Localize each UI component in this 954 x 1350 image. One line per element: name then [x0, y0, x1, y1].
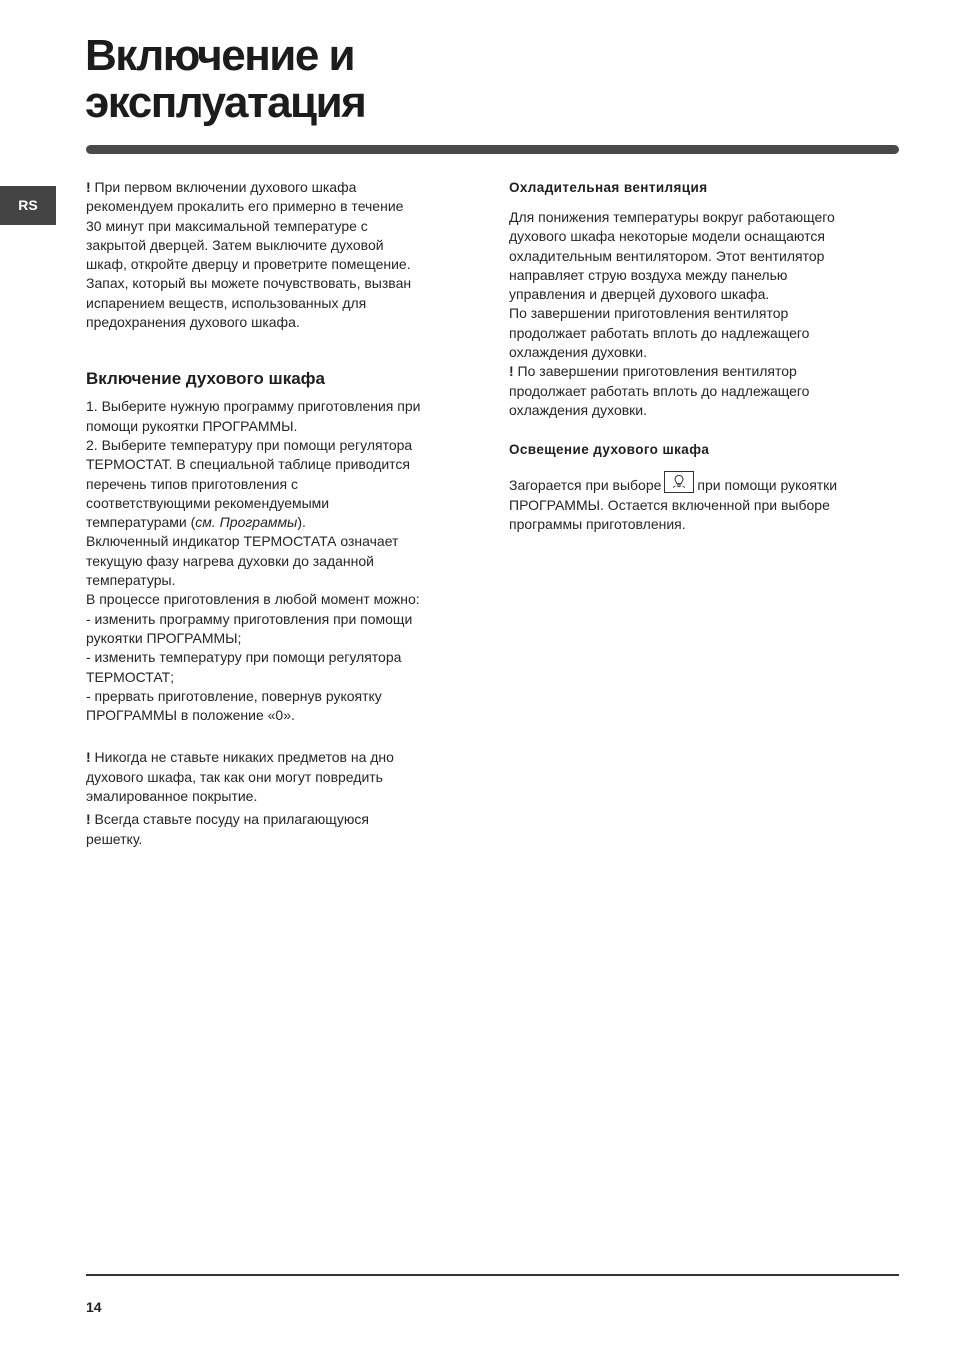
steps-paragraph: 1. Выберите нужную программу приготовления при помощи рукоятки ПРОГРАММЫ. 2. Выберите температуру при помощи регулятора ТЕРМОСТАТ. В специальной таблице приводится перечень типов приготовления с соответствующими рекомендуемыми температурами (см. Программы). Включенный индикатор ТЕРМОСТАТА означает текущую фазу нагрева духовки до заданной температуры. В процессе приготовления в любой момент можно: - изменить программу приготовления при помощи рукоятки ПРОГРАММЫ; - изменить температуру при помощи регулятора ТЕРМОСТАТ; - прервать приготовление, повернув рукоятку ПРОГРАММЫ в положение «0».	[86, 398, 421, 724]
section-heading-lighting: Освещение духового шкафа	[509, 442, 710, 458]
warning-paragraph-rack: ! Всегда ставьте посуду на прилагающуюся решетку.	[86, 811, 369, 847]
lamp-icon	[664, 471, 694, 493]
cooling-paragraph: Для понижения температуры вокруг работающего духового шкафа некоторые модели оснащаются охладительным вентилятором. Этот вентилятор направляет струю воздуха между панелью управления и дверцей духового шкафа. По завершении приготовления вентилятор продолжает работать вплоть до надлежащего охлаждения духовки. ! По завершении приготовления вентилятор продолжает работать вплоть до надлежащего охлаждения духовки.	[509, 209, 835, 418]
title-divider	[86, 145, 899, 154]
footer-divider	[86, 1274, 899, 1276]
left-column	[86, 178, 468, 849]
page-title	[85, 32, 365, 126]
right-column	[509, 178, 891, 534]
intro-paragraph: ! При первом включении духового шкафа рекомендуем прокалить его примерно в течение 30 минут при максимальной температуре с закрытой дверцей. Затем выключите духовой шкаф, откройте дверцу и проветрите помещение. Запах, который вы можете почувствовать, вызван испарением веществ, использованных для предохранения духового шкафа.	[86, 179, 412, 331]
section-heading-cooling: Охладительная вентиляция	[509, 180, 708, 195]
lighting-paragraph: Загорается при выборе при помощи рукоятки ПРОГРАММЫ. Остается включенной при выборе программы приготовления.	[509, 471, 891, 534]
warning-paragraph-bottom: ! Никогда не ставьте никаких предметов на дно духового шкафа, так как они могут повредить эмалированное покрытие.	[86, 749, 394, 805]
warning-mark: !	[86, 811, 91, 828]
warning-mark: !	[86, 179, 91, 195]
programs-reference: см. Программы	[195, 514, 298, 531]
language-tab: RS	[0, 186, 56, 225]
section-heading-oven-on: Включение духового шкафа	[86, 369, 325, 389]
page-title-line-2: эксплуатация	[85, 78, 366, 127]
warning-mark: !	[86, 749, 91, 766]
page-title-line-1: Включение и	[85, 31, 355, 80]
lamp-icon-glyph	[672, 474, 686, 489]
page-number: 14	[86, 1299, 102, 1315]
warning-mark: !	[509, 363, 514, 380]
